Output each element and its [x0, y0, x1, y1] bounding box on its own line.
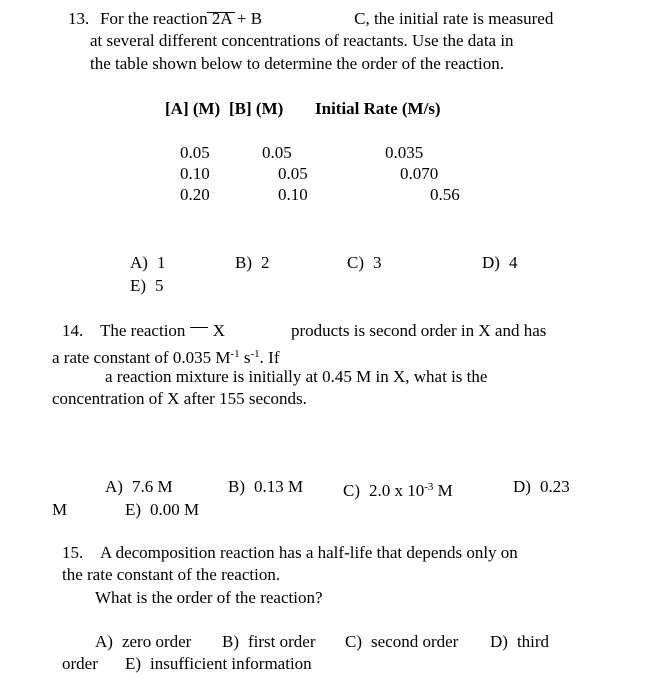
question-14-number: 14.	[62, 321, 84, 340]
question-13-line-2: at several different concentrations of reactants. Use the data in	[90, 31, 514, 50]
option-text: 2	[261, 253, 270, 272]
question-13-line-1	[100, 8, 553, 30]
q14-option-c	[343, 476, 453, 502]
option-text: 0.00 M	[150, 500, 200, 519]
q14-line1-post: products is second order in X and has	[290, 321, 547, 340]
table-cell: 0.05	[262, 143, 292, 162]
option-label: B)	[235, 253, 252, 272]
question-13-line-3: the table shown below to determine the order of the reaction.	[90, 54, 504, 73]
option-text: third	[516, 632, 550, 651]
option-label: C)	[347, 253, 364, 272]
table-header-A: [A] (M)	[165, 99, 221, 118]
option-text: 7.6 M	[131, 477, 173, 496]
option-label: E)	[125, 500, 142, 519]
table-cell: 0.070	[400, 164, 439, 183]
q15-option-e	[125, 653, 312, 675]
superscript: -3	[424, 481, 434, 493]
q14-subject: X	[212, 321, 225, 340]
option-text: 4	[508, 253, 518, 272]
option-label: C)	[343, 481, 360, 500]
q14-line1-pre: The reaction	[100, 321, 190, 340]
option-text: 3	[373, 253, 382, 272]
q14-line2-mid: s	[239, 348, 251, 367]
q13-option-b	[235, 252, 270, 274]
option-text: 0.13 M	[254, 477, 304, 496]
table-cell: 0.20	[180, 185, 210, 204]
q13-reactant-struck: 2A	[211, 9, 233, 28]
q14-option-d-wrap: M	[52, 500, 68, 519]
question-15-number: 15.	[62, 543, 84, 562]
option-label: A)	[130, 253, 148, 272]
q15-option-c	[345, 631, 458, 653]
option-text: first order	[248, 632, 316, 651]
option-label: E)	[125, 654, 142, 673]
option-label: E)	[130, 276, 147, 295]
option-label: A)	[95, 632, 113, 651]
superscript: -1	[230, 348, 240, 360]
table-cell: 0.56	[430, 185, 460, 204]
option-text: 5	[155, 276, 164, 295]
q14-line2-post: . If	[259, 348, 280, 367]
q15-option-a	[95, 631, 191, 653]
option-text: insufficient information	[150, 654, 312, 673]
q13-line1-mid: + B	[232, 9, 263, 28]
question-14-line-3: a reaction mixture is initially at 0.45 M in X, what is the	[105, 367, 488, 386]
question-15-line-1: A decomposition reaction has a half-life that depends only on	[100, 543, 518, 562]
q14-option-e	[125, 499, 199, 521]
q15-option-d	[490, 631, 549, 653]
q14-option-b	[228, 476, 303, 498]
q13-option-e	[130, 275, 164, 297]
option-text: zero order	[121, 632, 192, 651]
option-text: second order	[371, 632, 459, 651]
q14-option-a	[105, 476, 173, 498]
option-text-post: M	[433, 481, 453, 500]
option-label: B)	[228, 477, 245, 496]
option-label: D)	[513, 477, 531, 496]
question-14-line-1	[100, 320, 546, 342]
table-cell: 0.10	[180, 164, 210, 183]
question-13-number: 13.	[68, 9, 90, 28]
question-15-line-2: the rate constant of the reaction.	[62, 565, 281, 584]
superscript: -1	[250, 348, 260, 360]
table-cell: 0.10	[278, 185, 308, 204]
option-label: C)	[345, 632, 362, 651]
table-cell: 0.05	[278, 164, 308, 183]
reaction-arrow-line	[190, 327, 208, 328]
q14-line2-pre: a rate constant of 0.035 M	[52, 348, 231, 367]
option-label: B)	[222, 632, 239, 651]
question-15-line-3: What is the order of the reaction?	[95, 588, 323, 607]
table-header-rate: Initial Rate (M/s)	[315, 99, 441, 118]
option-text-pre: 2.0 x 10	[369, 481, 425, 500]
option-label: A)	[105, 477, 123, 496]
q13-line1-post: C, the initial rate is measured	[354, 9, 554, 28]
option-label: D)	[482, 253, 500, 272]
option-label: D)	[490, 632, 508, 651]
q13-option-c	[347, 252, 382, 274]
q14-option-d	[513, 476, 570, 498]
table-cell: 0.035	[385, 143, 424, 162]
q13-option-d	[482, 252, 517, 274]
table-header-B: [B] (M)	[229, 99, 284, 118]
q13-option-a	[130, 252, 165, 274]
option-text: 1	[156, 253, 166, 272]
table-cell: 0.05	[180, 143, 210, 162]
q13-line1-pre: For the reaction	[100, 9, 212, 28]
option-text: 0.23	[539, 477, 570, 496]
q15-option-b	[222, 631, 316, 653]
q15-option-d-wrap: order	[62, 654, 98, 673]
question-14-line-4: concentration of X after 155 seconds.	[52, 389, 307, 408]
